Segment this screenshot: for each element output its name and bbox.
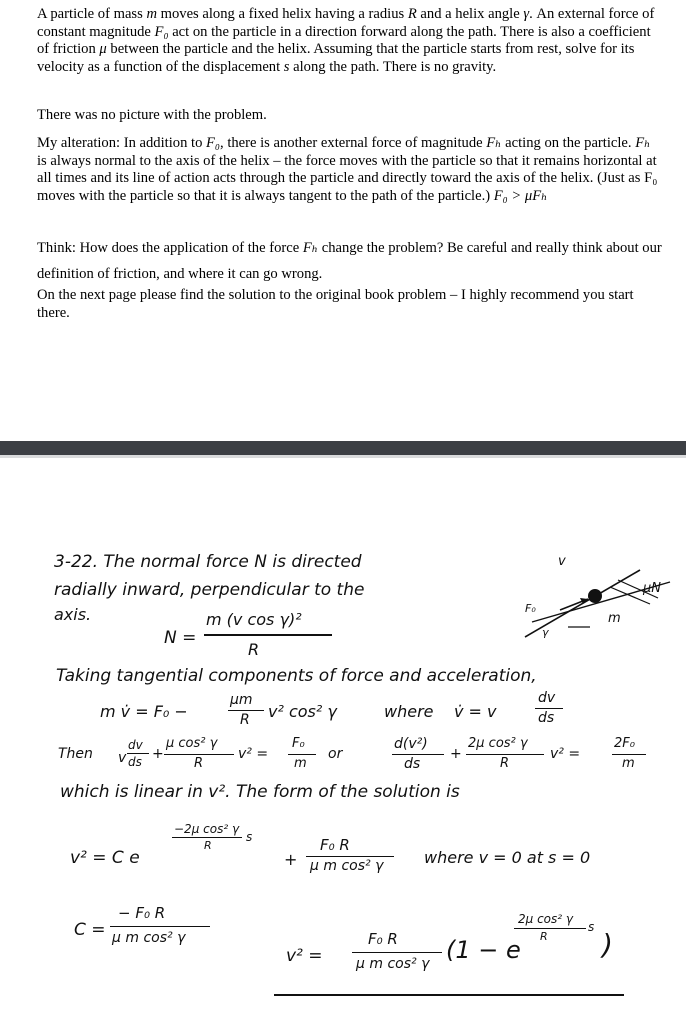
problem-paragraph-3 [37, 135, 662, 205]
eq3-plus: + [152, 746, 164, 762]
eq3-dv2: d(v²) [394, 736, 428, 752]
var-Fh: Fₕ [635, 135, 651, 151]
diagram-label-muN: μN [643, 581, 661, 596]
var-s: s [283, 58, 290, 75]
final-denominator: μ m cos² γ [356, 956, 430, 972]
var-mu: μ [99, 41, 107, 58]
text-run: is always normal to the axis of the helix – the force moves with the particle so that it remains horizontal at all times and its line of action acts through the particle and directly toward the axis of the helix. (Just as F₀ moves with the particle so that it is always tangent to the path of the particle.) [37, 152, 658, 204]
eq2-vdot: v̇ = v [454, 702, 497, 721]
fraction-bar [172, 837, 242, 838]
final-exp-s: s [588, 920, 595, 934]
eq2-ds: ds [538, 710, 555, 726]
solution-line-4: Taking tangential components of force and acceleration, [56, 666, 537, 686]
eq3-ds: ds [128, 755, 142, 769]
C-lhs: C = [74, 920, 106, 940]
sol-frac-den: μ m cos² γ [310, 858, 384, 874]
sol-exp-s: s [246, 830, 253, 844]
eq3-m: m [294, 756, 307, 771]
var-F0: F₀ [154, 23, 169, 40]
text-run: change the problem? Be careful and really think about our definition of friction, and where it can go wrong. [37, 240, 662, 282]
problem-paragraph-4 [37, 235, 662, 287]
C-denominator: μ m cos² γ [112, 930, 186, 946]
particle-force-diagram [500, 552, 680, 652]
fraction-bar [204, 634, 332, 636]
eq3-or: or [328, 746, 343, 762]
sol-exp-num: −2μ cos² γ [174, 822, 240, 836]
eq3-m2: m [622, 756, 635, 771]
eq3-v2eq: v² = [238, 746, 269, 762]
eq3-frac-den: R [194, 756, 204, 771]
final-exp-num: 2μ cos² γ [518, 912, 574, 926]
text-run: , there is another external force of magnitude [220, 135, 487, 151]
eq3-F0: F₀ [292, 736, 305, 751]
final-underline [274, 994, 624, 996]
normal-force-numerator: m (v cos γ)² [206, 610, 302, 629]
eq2-where: where [384, 702, 434, 721]
eq2-rest: v² cos² γ [268, 702, 337, 721]
eq2-dv: dv [538, 690, 556, 706]
text-run: Think: How does the application of the force [37, 240, 303, 256]
sol-frac-num: F₀ R [320, 836, 350, 854]
diagram-label-F0: F₀ [525, 602, 536, 615]
text-run: between the particle and the helix. Assuming that the particle starts from rest, solve for its velocity as a function of the displacement [37, 41, 635, 75]
normal-force-lhs: N = [164, 628, 197, 648]
text-run: . An external force of constant magnitude [37, 6, 655, 40]
text-run: My alteration: In addition to [37, 135, 207, 151]
handwritten-solution [0, 458, 686, 1014]
final-paren-open: (1 − e [446, 936, 521, 964]
eq2-frac-num: μm [230, 692, 253, 708]
problem-paragraph-2: There was no picture with the problem. [37, 107, 267, 123]
fraction-bar [110, 926, 210, 927]
solution-line-5: which is linear in v². The form of the solution is [60, 782, 460, 802]
var-Fh: Fₕ [486, 135, 502, 151]
final-numerator: F₀ R [368, 930, 398, 948]
var-R: R [407, 6, 417, 22]
eq3-v2eq2: v² = [550, 746, 581, 762]
eq3-frac-num: μ cos² γ [166, 736, 218, 751]
final-paren-close: ) [602, 928, 613, 961]
inequality: F₀ > μFₕ [493, 187, 548, 204]
normal-force-denominator: R [248, 640, 260, 659]
sol-plus: + [284, 850, 298, 869]
eq3-frac2-num: 2μ cos² γ [468, 736, 528, 751]
final-lhs: v² = [286, 946, 323, 966]
diagram-label-gamma: γ [542, 626, 549, 639]
eq3-ds2: ds [404, 756, 421, 772]
text-run: acting on the particle. [501, 135, 636, 151]
var-Fh: Fₕ [302, 240, 319, 256]
text-run: and a helix angle [416, 6, 524, 22]
solution-line-1: 3-22. The normal force N is directed [54, 552, 362, 572]
solution-line-3: axis. [54, 605, 92, 624]
particle-mass [588, 589, 602, 603]
final-exp-den: R [540, 930, 548, 943]
eq3-v: v [118, 750, 127, 766]
page-divider [0, 441, 686, 455]
fraction-bar [514, 928, 586, 929]
var-m: m [146, 6, 157, 22]
fraction-bar [352, 952, 442, 953]
solution-line-2: radially inward, perpendicular to the [54, 580, 365, 600]
eq2-frac-den: R [240, 712, 250, 728]
eq3-plus2: + [450, 746, 462, 762]
diagram-label-m: m [608, 611, 621, 626]
sol-exp-den: R [204, 839, 212, 852]
diagram-label-v: v [558, 554, 566, 569]
text-run: act on the particle in a direction forward along the path. There is also a coefficient of friction [37, 23, 651, 58]
sol-v2: v² = C e [70, 848, 140, 868]
eq3-dv: dv [128, 738, 143, 752]
eq3-2F0: 2F₀ [614, 736, 635, 751]
text-run: moves along a fixed helix having a radius [156, 6, 408, 22]
eq2-lhs: m v̇ = F₀ − [100, 702, 188, 721]
problem-paragraph-5: On the next page please find the solution to the original book problem – I highly recommend you start there. [37, 287, 634, 321]
var-gamma: γ [523, 6, 530, 22]
problem-paragraph-1 [37, 6, 662, 76]
var-F0: F₀ [206, 135, 221, 151]
text-run: along the path. There is no gravity. [289, 58, 497, 75]
C-numerator: − F₀ R [118, 904, 166, 922]
eq3-frac2-den: R [500, 756, 510, 771]
text-run: A particle of mass [37, 6, 147, 22]
problem-statement [0, 0, 686, 440]
eq3-then: Then [58, 746, 93, 762]
sol-where: where v = 0 at s = 0 [424, 848, 591, 867]
